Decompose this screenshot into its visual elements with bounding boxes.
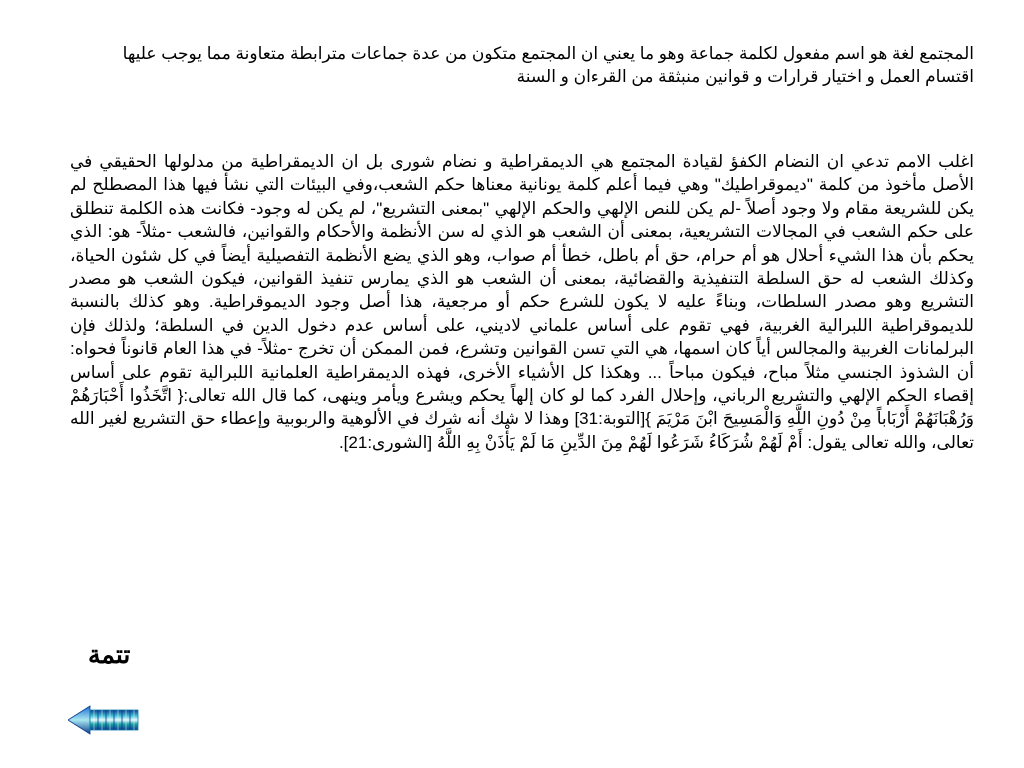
back-arrow-icon xyxy=(68,702,140,738)
continue-link[interactable]: تتمة xyxy=(88,642,131,669)
body-paragraph: اغلب الامم تدعي ان النضام الكفؤ لقيادة المجتمع هي الديمقراطية و نضام شورى بل ان الديمقراطية من مدلولها الحقيقي في الأصل مأخوذ من كلمة "ديموقراطيك" وهي فيما أعلم كلمة يونانية معناها حكم الشعب،وفي البيئات التي نشأ فيها هذا المصطلح لم يكن للشريعة مقام ولا وجود أصلاً -لم يكن للنص الإلهي والحكم الإلهي "بمعنى التشريع"، لم يكن له وجود- فكانت هذه الكلمة تنطلق على حكم الشعب في المجالات التشريعية، بمعنى أن الشعب هو الذي له سن الأنظمة والأحكام والقوانين، فالشعب -مثلاً- هو: الذي يحكم بأن هذا الشيء أحلال هو أم حرام، حق أم باطل، خطأ أم صواب، وهو الذي يضع الأنظمة التفصيلية أيضاً في كل شئون الحياة، وكذلك الشعب له حق السلطة التنفيذية والقضائية، بمعنى أن الشعب هو الذي يمارس تنفيذ القوانين، فيكون الشعب هو مصدر التشريع وهو مصدر السلطات، وبناءً عليه لا يكون للشرع حكم أو مرجعية، هذا أصل وجود الديموقراطية. وهو كذلك بالنسبة للديموقراطية اللبرالية الغربية، فهي تقوم على أساس علماني لاديني، على أساس عدم دخول الدين في السلطة؛ ولذلك فإن البرلمانات الغربية والمجالس أياً كان اسمها، هي التي تسن القوانين وتشرع، فمن الممكن أن تخرج -مثلاً- في هذا العام قانوناً فحواه: أن الشذوذ الجنسي مثلاً مباح، فيكون مباحاً ... وهكذا كل الأشياء الأخرى، فهذه الديمقراطية العلمانية اللبرالية تقوم على أساس إقصاء الحكم الإلهي والتشريع الرباني، وإحلال الفرد كما لو كان إلهاً يحكم ويشرع ويأمر وينهى، كما قال الله تعالى:{ اتَّخَذُوا أَحْبَارَهُمْ وَرُهْبَانَهُمْ أَرْبَاباً مِنْ دُونِ اللَّهِ وَالْمَسِيحَ ابْنَ مَرْيَمَ }[التوبة:31] وهذا لا شك أنه شرك في الألوهية والربوبية وإعطاء حق التشريع لغير الله تعالى، والله تعالى يقول: أَمْ لَهُمْ شُرَكَاءُ شَرَعُوا لَهُمْ مِنَ الدِّينِ مَا لَمْ يَأْذَنْ بِهِ اللَّهُ [الشورى:21]. xyxy=(70,152,974,452)
back-nav-button[interactable] xyxy=(68,702,140,738)
intro-paragraph: المجتمع لغة هو اسم مفعول لكلمة جماعة وهو ما يعني ان المجتمع متكون من عدة جماعات مترابطة متعاونة مما يوجب عليها اقتسام العمل و اختيار قرارات و قوانين منبثقة من القرءان و السنة xyxy=(122,44,974,87)
